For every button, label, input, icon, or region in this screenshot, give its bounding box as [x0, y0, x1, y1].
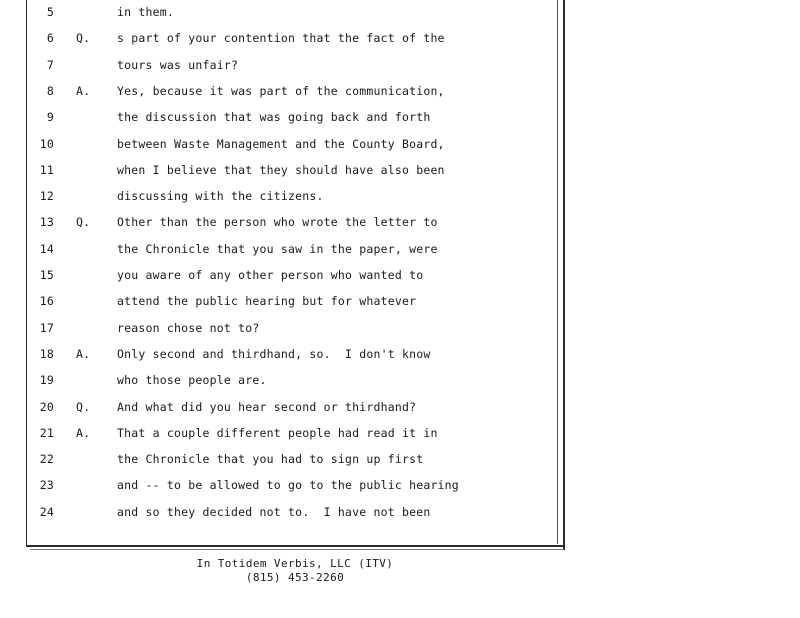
- line-text: Other than the person who wrote the letter to: [117, 215, 438, 230]
- line-text: in them.: [117, 5, 174, 19]
- line-text: attend the public hearing but for whatever: [117, 294, 417, 309]
- line-text: reason chose not to?: [117, 320, 260, 335]
- line-text: discussing with the citizens.: [117, 189, 324, 204]
- line-text: the Chronicle that you saw in the paper, were: [117, 241, 438, 256]
- line-number: 22: [39, 452, 54, 467]
- bottom-page-rule: [26, 545, 564, 547]
- line-number: 13: [39, 215, 54, 230]
- line-number: 16: [39, 294, 54, 309]
- line-text: Yes, because it was part of the communication,: [117, 83, 445, 98]
- speaker-label: A.: [76, 425, 91, 440]
- right-margin-inner-rule: [557, 0, 558, 544]
- line-text: Only second and thirdhand, so. I don't know: [117, 346, 431, 361]
- speaker-label: Q.: [76, 399, 91, 414]
- line-number: 8: [46, 83, 54, 98]
- line-number: 9: [46, 110, 54, 125]
- line-text: and so they decided not to. I have not been: [117, 504, 431, 519]
- line-text: you aware of any other person who wanted to: [117, 268, 424, 282]
- line-number: 11: [39, 162, 54, 177]
- footer-company: In Totidem Verbis, LLC (ITV): [196, 557, 394, 570]
- line-number: 24: [39, 504, 54, 519]
- line-number: 6: [46, 31, 54, 46]
- line-number: 15: [39, 268, 54, 282]
- line-number: 23: [39, 478, 54, 493]
- line-number: 12: [39, 189, 54, 204]
- footer-phone: (815) 453-2260: [245, 571, 345, 584]
- line-text: between Waste Management and the County Board,: [117, 136, 445, 151]
- line-number: 10: [39, 136, 54, 151]
- line-number: 19: [39, 373, 54, 388]
- speaker-label: Q.: [76, 215, 91, 230]
- line-number: 17: [39, 320, 54, 335]
- line-text: And what did you hear second or thirdhand?: [117, 399, 417, 414]
- line-number: 18: [39, 346, 54, 361]
- line-number: 21: [39, 425, 54, 440]
- line-text: who those people are.: [117, 373, 267, 388]
- line-number: 14: [39, 241, 54, 256]
- speaker-label: A.: [76, 83, 91, 98]
- speaker-label: A.: [76, 346, 91, 361]
- line-number: 7: [46, 57, 54, 72]
- line-number: 5: [46, 5, 54, 19]
- speaker-label: Q.: [76, 31, 91, 46]
- line-text: tours was unfair?: [117, 57, 239, 72]
- line-text: s part of your contention that the fact of the: [117, 31, 445, 46]
- right-margin-rule: [563, 0, 565, 550]
- line-text: and -- to be allowed to go to the public hearing: [117, 478, 459, 493]
- line-text: That a couple different people had read it in: [117, 425, 438, 440]
- line-text: when I believe that they should have also been: [117, 162, 445, 177]
- bottom-page-shadow: [30, 549, 564, 550]
- left-margin-rule: [26, 0, 27, 546]
- line-text: the Chronicle that you had to sign up first: [117, 452, 424, 467]
- line-number: 20: [39, 399, 54, 414]
- line-text: the discussion that was going back and forth: [117, 110, 431, 125]
